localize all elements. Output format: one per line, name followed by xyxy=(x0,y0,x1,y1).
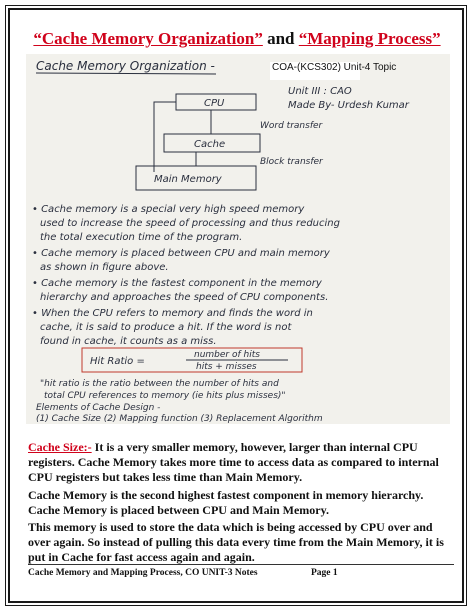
notes-line-13: Elements of Cache Design - xyxy=(36,403,161,413)
cache-size-term: Cache Size:- xyxy=(28,440,92,454)
notes-heading: Cache Memory Organization - xyxy=(36,59,215,73)
footer-page-number: Page 1 xyxy=(311,568,338,578)
notes-line-8: • When the CPU refers to memory and finds the word in xyxy=(32,308,313,319)
title-part1: “Cache Memory Organization” xyxy=(33,29,263,48)
notes-line-1: • Cache memory is a special very high speed memory xyxy=(32,204,305,215)
notes-line-3: the total execution time of the program. xyxy=(40,232,243,243)
notes-line-14: (1) Cache Size (2) Mapping function (3) Replacement Algorithm xyxy=(36,414,323,424)
paragraph-hierarchy: Cache Memory is the second highest fastest component in memory hierarchy. Cache Memory is placed between CPU and Main Memory. xyxy=(28,488,424,517)
notes-line-7: hierarchy and approaches the speed of CPU components. xyxy=(40,292,329,303)
cpu-mem-bypass-line xyxy=(154,102,176,172)
notes-line-2: used to increase the speed of processing and thus reducing xyxy=(40,218,340,229)
page-title xyxy=(0,29,474,49)
paragraph-usage: This memory is used to store the data which is being accessed by CPU over and over again. So instead of pulling this data every time from the Main Memory, it is put in Cache for fast access again and again. xyxy=(28,520,444,564)
title-and: and xyxy=(262,29,299,48)
word-transfer-label: Word transfer xyxy=(260,121,323,131)
notes-line-11: "hit ratio is the ratio between the number of hits and xyxy=(40,379,279,389)
notes-line-9: cache, it is said to produce a hit. If the word is not xyxy=(40,322,292,333)
footer-left-text: Cache Memory and Mapping Process, CO UNIT-3 Notes xyxy=(28,568,258,578)
course-code: COA-(KCS302) Unit-4 Topic xyxy=(272,62,397,73)
main-memory-label: Main Memory xyxy=(154,174,222,185)
page-footer xyxy=(28,564,454,578)
cpu-label: CPU xyxy=(204,98,225,109)
notes-line-4: • Cache memory is placed between CPU and main memory xyxy=(32,248,330,259)
paragraph-cache-size xyxy=(28,440,452,485)
hit-ratio-denominator: hits + misses xyxy=(196,362,257,372)
notes-made-by: Made By- Urdesh Kumar xyxy=(288,100,409,111)
handwritten-notes-image xyxy=(26,54,450,424)
notes-line-6: • Cache memory is the fastest component in the memory xyxy=(32,278,322,289)
block-transfer-label: Block transfer xyxy=(260,157,323,167)
hit-ratio-numerator: number of hits xyxy=(194,350,260,360)
cache-size-text: It is a very smaller memory, however, larger than internal CPU registers. Cache Memory takes more time to access data as compared to internal CPU registers but takes less time than Main Memory. xyxy=(28,440,439,484)
notes-line-5: as shown in figure above. xyxy=(40,262,169,273)
hit-ratio-label: Hit Ratio = xyxy=(90,356,145,367)
notes-line-10: found in cache, it counts as a miss. xyxy=(40,336,217,347)
title-part2: “Mapping Process” xyxy=(298,29,441,48)
heading-underline xyxy=(36,73,216,74)
cache-label: Cache xyxy=(194,139,226,150)
handwritten-notes-drawing xyxy=(26,54,450,424)
notes-unit-line: Unit III : CAO xyxy=(288,86,352,97)
notes-line-12: total CPU references to memory (ie hits plus misses)" xyxy=(44,391,286,401)
